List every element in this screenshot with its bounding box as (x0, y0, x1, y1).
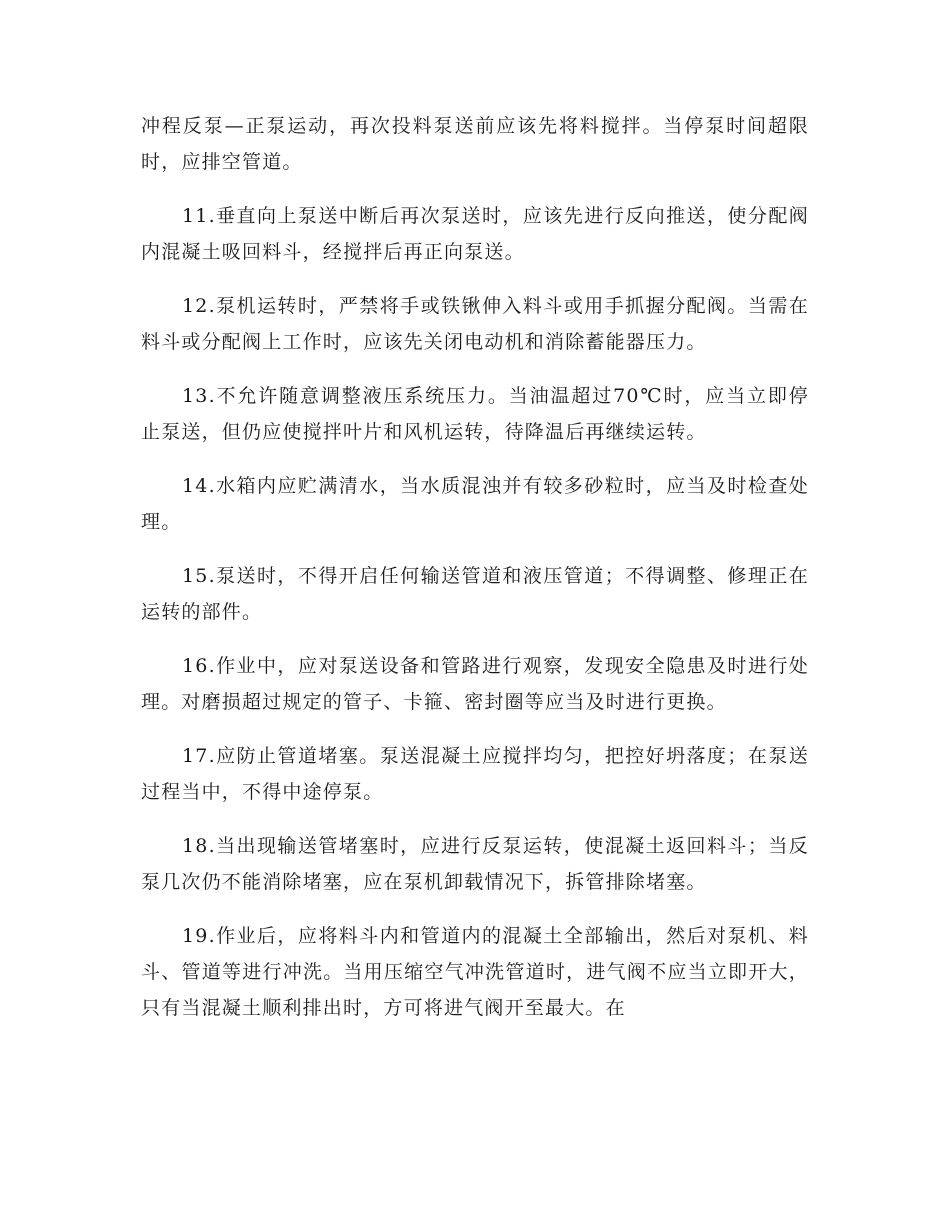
paragraph-item-16: 16.作业中，应对泵送设备和管路进行观察，发现安全隐患及时进行处理。对磨损超过规定的管子、卡箍、密封圈等应当及时进行更换。 (141, 655, 809, 713)
paragraph-item-11: 11.垂直向上泵送中断后再次泵送时，应该先进行反向推送，使分配阀内混凝土吸回料斗，经搅拌后再正向泵送。 (141, 205, 809, 263)
paragraph-item-17: 17.应防止管道堵塞。泵送混凝土应搅拌均匀，把控好坍落度；在泵送过程当中，不得中途停泵。 (141, 745, 809, 803)
paragraph-item-13: 13.不允许随意调整液压系统压力。当油温超过70℃时，应当立即停止泵送，但仍应使搅拌叶片和风机运转，待降温后再继续运转。 (141, 385, 809, 443)
document-body (141, 108, 809, 1044)
paragraph-item-15: 15.泵送时，不得开启任何输送管道和液压管道；不得调整、修理正在运转的部件。 (141, 565, 809, 623)
paragraph-item-14: 14.水箱内应贮满清水，当水质混浊并有较多砂粒时，应当及时检查处理。 (141, 475, 809, 533)
paragraph-item-18: 18.当出现输送管堵塞时，应进行反泵运转，使混凝土返回料斗；当反泵几次仍不能消除堵塞，应在泵机卸载情况下，拆管排除堵塞。 (141, 835, 809, 893)
paragraph-item-12: 12.泵机运转时，严禁将手或铁锹伸入料斗或用手抓握分配阀。当需在料斗或分配阀上工作时，应该先关闭电动机和消除蓄能器压力。 (141, 295, 809, 353)
paragraph-item-19: 19.作业后，应将料斗内和管道内的混凝土全部输出，然后对泵机、料斗、管道等进行冲洗。当用压缩空气冲洗管道时，进气阀不应当立即开大，只有当混凝土顺利排出时，方可将进气阀开至最大。在 (141, 925, 809, 1019)
paragraph-continuation: 冲程反泵—正泵运动，再次投料泵送前应该先将料搅拌。当停泵时间超限时，应排空管道。 (141, 115, 809, 173)
